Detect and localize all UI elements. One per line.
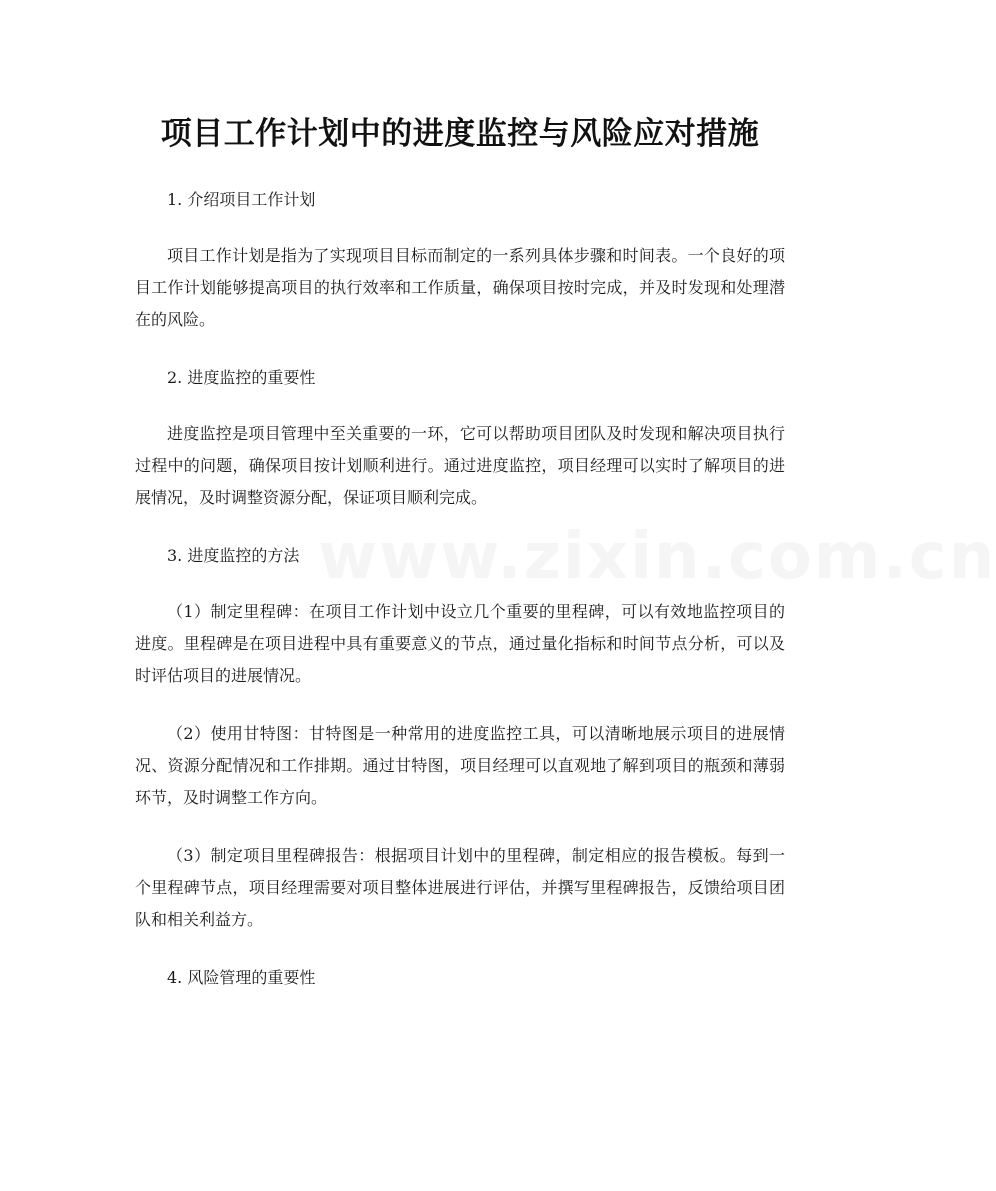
section-heading-4: 4. 风险管理的重要性 — [167, 968, 316, 987]
section-2-paragraph-1: 进度监控是项目管理中至关重要的一环，它可以帮助项目团队及时发现和解决项目执行过程中的问题，确保项目按计划顺利进行。通过进度监控，项目经理可以实时了解项目的进展情况，及时调整资源分配，保证项目顺利完成。 — [135, 424, 785, 507]
section-heading-1: 1. 介绍项目工作计划 — [167, 190, 316, 209]
section-3-paragraph-2: （2）使用甘特图：甘特图是一种常用的进度监控工具，可以清晰地展示项目的进展情况、资源分配情况和工作排期。通过甘特图，项目经理可以直观地了解到项目的瓶颈和薄弱环节，及时调整工作方向。 — [135, 724, 785, 807]
document-body — [135, 184, 785, 1018]
watermark: www.zixin.com.cn — [318, 520, 996, 594]
section-1-paragraph-1: 项目工作计划是指为了实现项目目标而制定的一系列具体步骤和时间表。一个良好的项目工作计划能够提高项目的执行效率和工作质量，确保项目按时完成，并及时发现和处理潜在的风险。 — [135, 246, 785, 329]
page-title: 项目工作计划中的进度监控与风险应对措施 — [160, 116, 760, 152]
section-3-paragraph-1: （1）制定里程碑：在项目工作计划中设立几个重要的里程碑，可以有效地监控项目的进度。里程碑是在项目进程中具有重要意义的节点，通过量化指标和时间节点分析，可以及时评估项目的进展情况。 — [135, 602, 785, 685]
section-heading-3: 3. 进度监控的方法 — [167, 546, 300, 565]
section-heading-2: 2. 进度监控的重要性 — [167, 368, 316, 387]
section-3-paragraph-3: （3）制定项目里程碑报告：根据项目计划中的里程碑，制定相应的报告模板。每到一个里程碑节点，项目经理需要对项目整体进展进行评估，并撰写里程碑报告，反馈给项目团队和相关利益方。 — [135, 846, 785, 929]
